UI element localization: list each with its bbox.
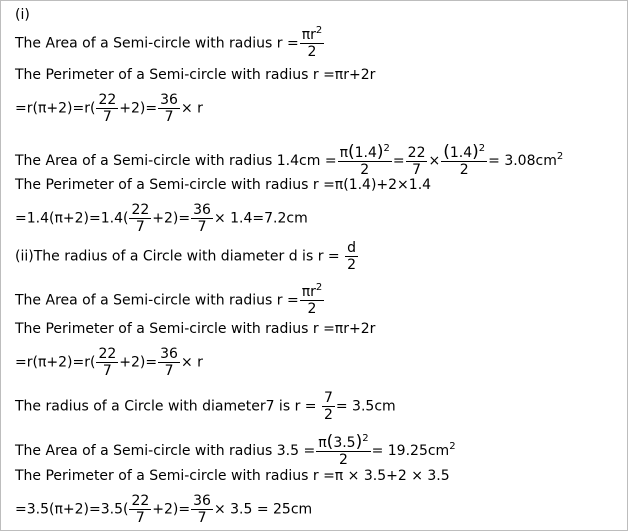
pi-r-squared-over-2: $\frac{\pi r^2}{2}$ bbox=[301, 25, 323, 60]
perimeter-formula-line-2: The Perimeter of a Semi-circle with radius r =πr+2r bbox=[15, 321, 376, 337]
radius-7-line: The radius of a Circle with diameter7 is r = $\frac{7}{2}$ = 3.5cm bbox=[15, 390, 396, 423]
fraction-22-7: $\frac{22}{7}$ bbox=[407, 144, 426, 178]
1-4-squared-over-2: $\frac{(1.4)^2}{2}$ bbox=[443, 142, 486, 178]
pi-3-5-squared-over-2: $\frac{\pi(3.5)^2}{2}$ bbox=[318, 432, 369, 468]
fraction-36-7: $\frac{36}{7}$ bbox=[160, 346, 178, 379]
perimeter-1-4-result-line: =1.4(π+2)=1.4( $\frac{22}{7}$ +2)= $\frac{36}{7}$ × 1.4=7.2cm bbox=[15, 202, 308, 235]
perimeter-1-4-line: The Perimeter of a Semi-circle with radius r =π(1.4)+2×1.4 bbox=[15, 177, 432, 193]
perimeter-3-5-result-line: =3.5(π+2)=3.5( $\frac{22}{7}$ +2)= $\frac{36}{7}$ × 3.5 = 25cm bbox=[15, 493, 313, 526]
part-i-label: (i) bbox=[15, 7, 30, 23]
fraction-36-7: $\frac{36}{7}$ bbox=[193, 493, 211, 526]
area-3-5-line: The Area of a Semi-circle with radius 3.5 = $\frac{\pi(3.5)^2}{2}$ = $19.25cm^2$ bbox=[15, 432, 456, 468]
fraction-7-2: $\frac{7}{2}$ bbox=[323, 390, 333, 423]
pi-1-4-squared-over-2: $\frac{\pi(1.4)^2}{2}$ bbox=[339, 142, 390, 178]
area-formula-line-2: The Area of a Semi-circle with radius r = $\frac{\pi r^2}{2}$ bbox=[15, 282, 323, 317]
perimeter-simplified-line-2: =r(π+2)=r( $\frac{22}{7}$ +2)= $\frac{36}{7}$ × r bbox=[15, 346, 203, 379]
fraction-36-7: $\frac{36}{7}$ bbox=[160, 92, 178, 125]
fraction-22-7: $\frac{22}{7}$ bbox=[131, 202, 150, 235]
area-formula-line: The Area of a Semi-circle with radius r = $\frac{\pi r^2}{2}$ bbox=[15, 25, 323, 60]
part-ii-line: (ii)The radius of a Circle with diameter d is r = $\frac{d}{2}$ bbox=[15, 240, 357, 273]
fraction-22-7: $\frac{22}{7}$ bbox=[98, 346, 117, 379]
d-over-2: $\frac{d}{2}$ bbox=[347, 240, 357, 273]
fraction-22-7: $\frac{22}{7}$ bbox=[131, 493, 150, 526]
fraction-22-7: $\frac{22}{7}$ bbox=[98, 92, 117, 125]
perimeter-formula-line: The Perimeter of a Semi-circle with radius r =πr+2r bbox=[15, 67, 376, 83]
perimeter-3-5-line: The Perimeter of a Semi-circle with radius r =π × 3.5+2 × 3.5 bbox=[15, 468, 450, 484]
perimeter-simplified-line: =r(π+2)=r( $\frac{22}{7}$ +2)= $\frac{36}{7}$ × r bbox=[15, 92, 203, 125]
pi-r-squared-over-2: $\frac{\pi r^2}{2}$ bbox=[301, 282, 323, 317]
fraction-36-7: $\frac{36}{7}$ bbox=[193, 202, 211, 235]
area-1-4-line: The Area of a Semi-circle with radius 1.4cm = $\frac{\pi(1.4)^2}{2}$ = $\frac{22}{7}$ × $\frac{(1.4)^2}{2}$ = $3.08cm^2$ bbox=[15, 142, 564, 178]
